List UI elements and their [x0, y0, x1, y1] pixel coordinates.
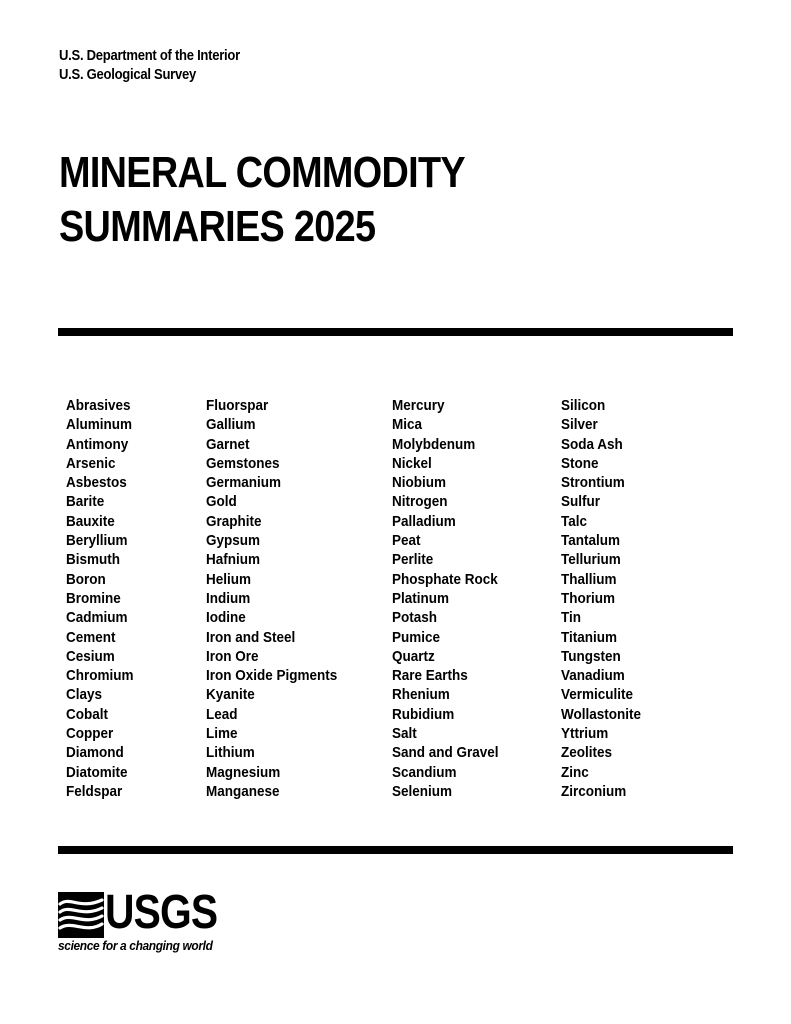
commodity-item: Garnet — [206, 435, 250, 453]
commodity-item: Thorium — [561, 589, 615, 607]
agency-header — [59, 47, 240, 85]
commodity-item: Clays — [66, 686, 103, 704]
commodity-item: Hafnium — [206, 551, 260, 569]
commodity-item: Diatomite — [66, 763, 128, 781]
commodity-item: Gypsum — [206, 532, 261, 550]
commodity-item: Chromium — [66, 667, 134, 685]
commodity-item: Potash — [392, 609, 438, 627]
top-divider — [58, 328, 733, 336]
commodity-item: Rubidium — [392, 705, 455, 723]
commodity-item: Cesium — [66, 647, 115, 665]
commodity-item: Thallium — [561, 570, 617, 588]
commodity-item: Graphite — [206, 512, 262, 530]
commodity-item: Gallium — [206, 416, 256, 434]
commodity-column-4 — [561, 396, 641, 801]
commodity-item: Perlite — [392, 551, 434, 569]
commodity-item: Molybdenum — [392, 435, 476, 453]
commodity-item: Peat — [392, 532, 421, 550]
commodity-item: Tin — [561, 609, 582, 627]
commodity-item: Iron and Steel — [206, 628, 296, 646]
commodity-item: Cement — [66, 628, 116, 646]
commodity-item: Lime — [206, 725, 238, 743]
commodity-item: Silver — [561, 416, 598, 434]
commodity-item: Boron — [66, 570, 106, 588]
usgs-wave-icon — [58, 892, 104, 938]
commodity-item: Gold — [206, 493, 237, 511]
commodity-item: Vanadium — [561, 667, 625, 685]
commodity-item: Nickel — [392, 454, 432, 472]
commodity-item: Lithium — [206, 744, 255, 762]
commodity-item: Magnesium — [206, 763, 281, 781]
commodity-item: Sand and Gravel — [392, 744, 499, 762]
commodity-item: Yttrium — [561, 725, 609, 743]
agency-department: U.S. Department of the Interior — [59, 48, 240, 64]
commodity-item: Bismuth — [66, 551, 120, 569]
commodity-item: Zinc — [561, 763, 589, 781]
agency-survey: U.S. Geological Survey — [59, 67, 196, 83]
commodity-item: Lead — [206, 705, 238, 723]
commodity-item: Tantalum — [561, 532, 621, 550]
commodity-item: Sulfur — [561, 493, 601, 511]
commodity-item: Germanium — [206, 474, 282, 492]
commodity-item: Bromine — [66, 589, 121, 607]
commodity-item: Mercury — [392, 397, 445, 414]
commodity-item: Copper — [66, 725, 114, 743]
commodity-column-1 — [66, 396, 134, 801]
commodity-item: Asbestos — [66, 474, 127, 492]
commodity-item: Antimony — [66, 435, 129, 453]
commodity-item: Stone — [561, 454, 599, 472]
usgs-tagline: science for a changing world — [58, 938, 213, 953]
commodity-item: Abrasives — [66, 397, 131, 414]
commodity-item: Iodine — [206, 609, 246, 627]
commodity-item: Silicon — [561, 397, 606, 414]
commodity-item: Palladium — [392, 512, 456, 530]
commodity-item: Helium — [206, 570, 252, 588]
commodity-item: Feldspar — [66, 782, 123, 800]
commodity-item: Nitrogen — [392, 493, 448, 511]
commodity-item: Zeolites — [561, 744, 613, 762]
commodity-item: Salt — [392, 725, 417, 743]
commodity-item: Selenium — [392, 782, 453, 800]
commodity-item: Fluorspar — [206, 397, 269, 414]
title-line-1: MINERAL COMMODITY — [59, 148, 465, 197]
document-title — [59, 146, 465, 254]
commodity-item: Iron Oxide Pigments — [206, 667, 338, 685]
commodity-item: Kyanite — [206, 686, 255, 704]
commodity-item: Bauxite — [66, 512, 115, 530]
commodity-item: Pumice — [392, 628, 441, 646]
commodity-item: Barite — [66, 493, 105, 511]
commodity-item: Diamond — [66, 744, 124, 762]
commodity-item: Vermiculite — [561, 686, 634, 704]
commodity-item: Niobium — [392, 474, 446, 492]
commodity-item: Gemstones — [206, 454, 280, 472]
commodity-item: Rare Earths — [392, 667, 468, 685]
usgs-logo — [58, 886, 258, 956]
commodity-item: Cobalt — [66, 705, 109, 723]
commodity-item: Indium — [206, 589, 251, 607]
commodity-item: Zirconium — [561, 782, 627, 800]
commodity-item: Cadmium — [66, 609, 128, 627]
commodity-item: Phosphate Rock — [392, 570, 498, 588]
commodity-item: Rhenium — [392, 686, 450, 704]
commodity-item: Aluminum — [66, 416, 133, 434]
commodity-item: Platinum — [392, 589, 450, 607]
commodity-item: Mica — [392, 416, 423, 434]
commodity-item: Wollastonite — [561, 705, 642, 723]
commodity-column-3 — [392, 396, 499, 801]
usgs-wordmark: USGS — [105, 886, 218, 939]
commodity-item: Soda Ash — [561, 435, 623, 453]
commodity-item: Titanium — [561, 628, 618, 646]
commodity-item: Beryllium — [66, 532, 128, 550]
commodity-item: Manganese — [206, 782, 280, 800]
commodity-item: Scandium — [392, 763, 457, 781]
commodity-item: Tellurium — [561, 551, 621, 569]
bottom-divider — [58, 846, 733, 854]
commodity-column-2 — [206, 396, 337, 801]
title-line-2: SUMMARIES 2025 — [59, 202, 376, 251]
commodity-item: Strontium — [561, 474, 625, 492]
commodity-item: Tungsten — [561, 647, 621, 665]
commodity-item: Talc — [561, 512, 588, 530]
commodity-item: Iron Ore — [206, 647, 259, 665]
commodity-item: Quartz — [392, 647, 435, 665]
commodity-item: Arsenic — [66, 454, 116, 472]
